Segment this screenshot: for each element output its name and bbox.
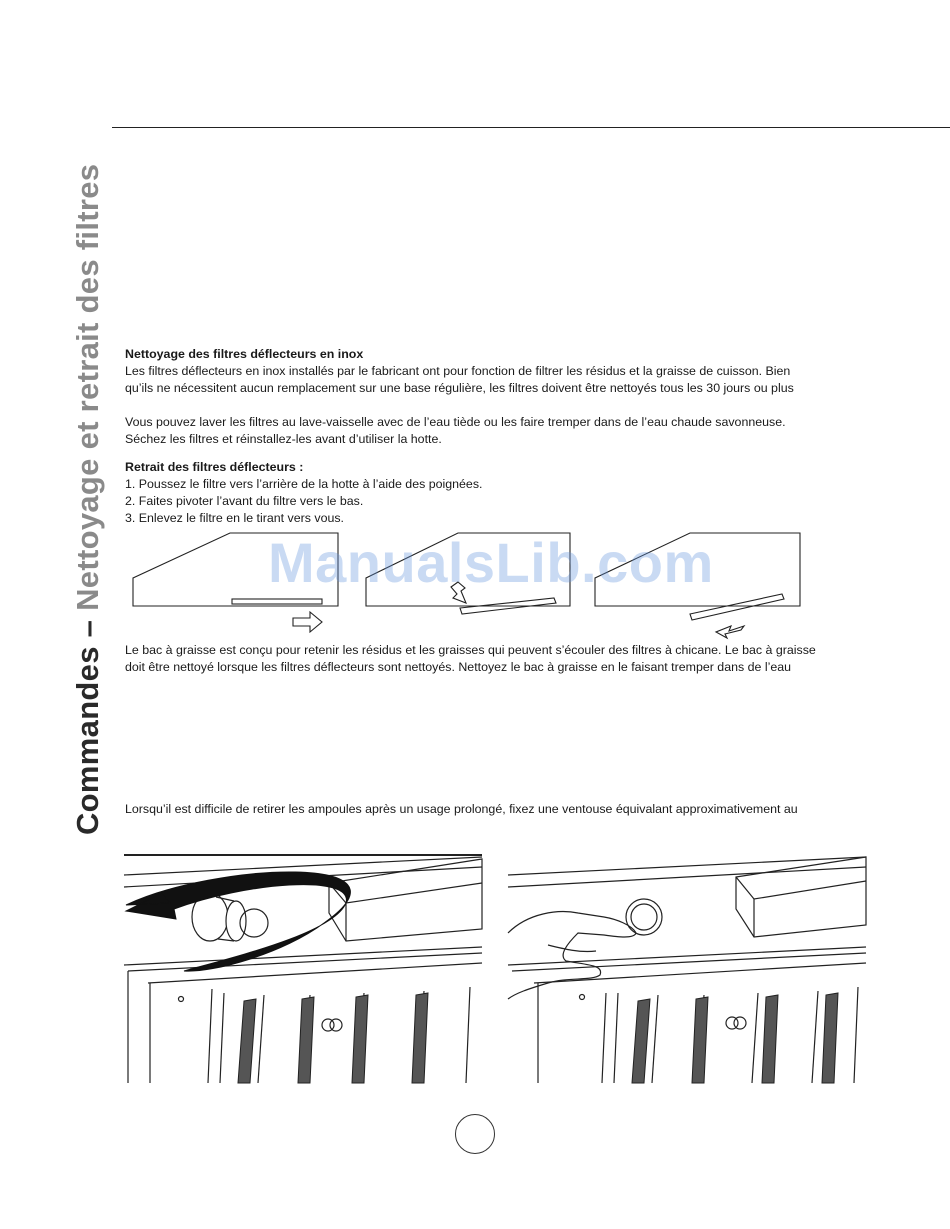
filter-3 (690, 594, 784, 620)
bulb-removal-line1: Lorsqu’il est difficile de retirer les ampoules après un usage prolongé, fixez une ventouse équivalant approximativement au (125, 802, 798, 816)
arrow-right-icon (293, 612, 322, 632)
side-title-part1: Commandes (70, 646, 105, 835)
cleaning-heading: Nettoyage des filtres déflecteurs en inox (125, 347, 364, 361)
grease-tray-line1: Le bac à graisse est conçu pour retenir les résidus et les graisses qui peuvent s’écouler des filtres à chicane. Le bac à graisse (125, 643, 816, 657)
watermark-text: ManualsLib.com (268, 531, 714, 594)
removal-step-1: 1. Poussez le filtre vers l’arrière de la hotte à l’aide des poignées. (125, 477, 483, 491)
bulb-removal-illustration-right (508, 853, 868, 1085)
page-number-circle (455, 1114, 495, 1154)
arrow-down-left-icon (716, 626, 744, 638)
side-title-dash: – (70, 610, 105, 647)
side-section-title (72, 164, 103, 835)
bulb-removal-illustration-left (124, 853, 484, 1085)
side-title-part2: Nettoyage et retrait des filtres (70, 163, 105, 611)
removal-heading: Retrait des filtres déflecteurs : (125, 460, 304, 474)
grease-tray-line2: doit être nettoyé lorsque les filtres déflecteurs sont nettoyés. Nettoyez le bac à graisse en le faisant tremper dans de l’eau (125, 660, 792, 674)
cleaning-text-line3: Vous pouvez laver les filtres au lave-vaisselle avec de l’eau tiède ou les faire tremper dans de l’eau chaude savonneuse. (125, 415, 786, 429)
header-rule (112, 127, 950, 128)
cleaning-text-line2: qu’ils ne nécessitent aucun remplacement sur une base régulière, les filtres doivent être nettoyés tous les 30 jours ou plus (125, 381, 794, 395)
cleaning-text-line1: Les filtres déflecteurs en inox installés par le fabricant ont pour fonction de filtrer les résidus et la graisse de cuisson. Bien (125, 364, 791, 378)
filter-1 (232, 599, 322, 604)
removal-step-3: 3. Enlevez le filtre en le tirant vers vous. (125, 511, 345, 525)
removal-step-2: 2. Faites pivoter l’avant du filtre vers le bas. (125, 494, 364, 508)
cleaning-text-line4: Séchez les filtres et réinstallez-les avant d’utiliser la hotte. (125, 432, 442, 446)
